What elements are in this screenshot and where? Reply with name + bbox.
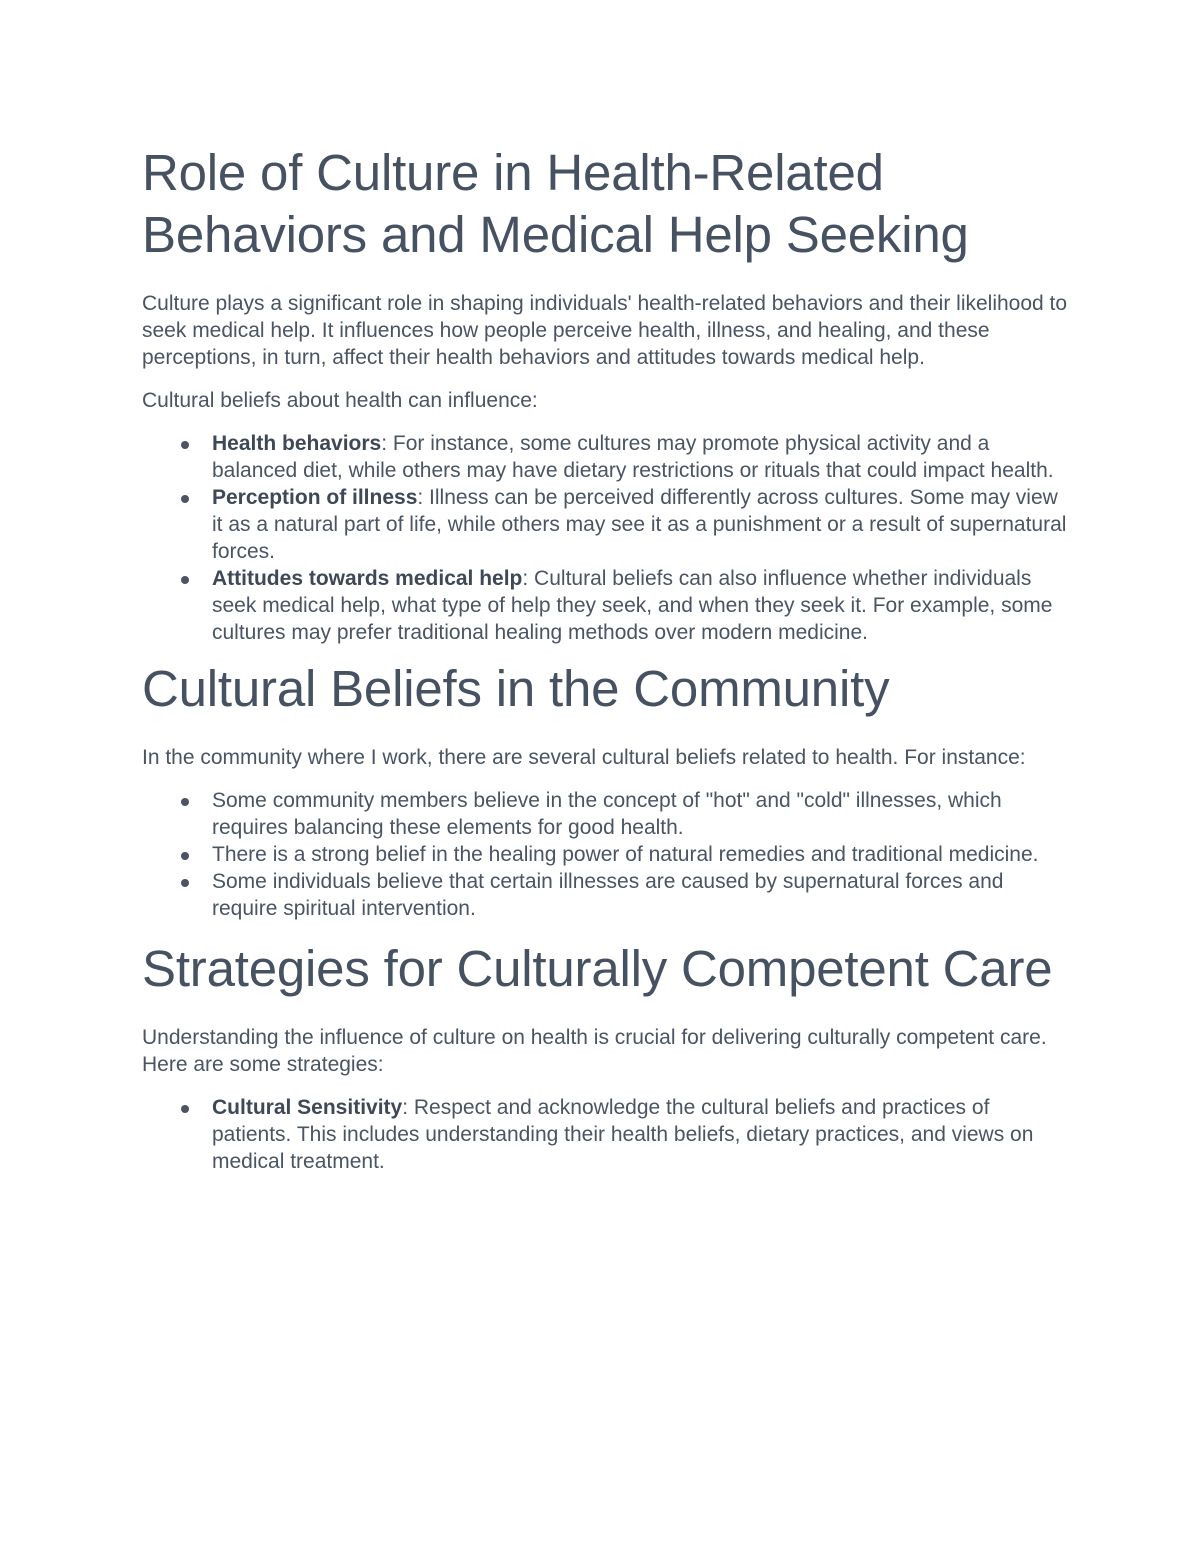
list-item	[212, 868, 1072, 922]
list-item-text: There is a strong belief in the healing power of natural remedies and traditional medicine.	[212, 843, 1039, 866]
bullet-icon	[181, 798, 189, 806]
section-intro-paragraph: Culture plays a significant role in shaping individuals' health-related behaviors and their likelihood to seek medical help. It influences how people perceive health, illness, and healing, and these perceptions, in turn, affect their health behaviors and attitudes towards medical help.	[142, 292, 1068, 369]
list-item-text: : For instance, some cultures may promote physical activity and a balanced diet, while others may have dietary restrictions or rituals that could impact health.	[212, 432, 1054, 482]
section-intro-paragraph: Understanding the influence of culture on health is crucial for delivering culturally competent care. Here are some strategies:	[142, 1026, 1047, 1076]
list-lead-paragraph: Cultural beliefs about health can influence:	[142, 389, 538, 412]
bullet-icon	[181, 495, 189, 503]
list-item	[212, 565, 1072, 646]
community-beliefs-list	[142, 787, 1072, 922]
list-item	[212, 430, 1072, 484]
list-item-term: Attitudes towards medical help	[212, 567, 523, 590]
influence-list	[142, 430, 1072, 646]
bullet-icon	[181, 852, 189, 860]
bullet-icon	[181, 576, 189, 584]
section-heading-cultural-beliefs: Cultural Beliefs in the Community	[142, 660, 890, 717]
strategies-list	[142, 1094, 1072, 1175]
list-item-text: : Respect and acknowledge the cultural beliefs and practices of patients. This includes understanding their health beliefs, dietary practices, and views on medical treatment.	[212, 1096, 1034, 1173]
list-item	[212, 1094, 1072, 1175]
section-heading-strategies: Strategies for Culturally Competent Care	[142, 940, 1053, 997]
list-item-term: Cultural Sensitivity	[212, 1096, 403, 1119]
list-item	[212, 841, 1072, 868]
list-item-text: Some individuals believe that certain illnesses are caused by supernatural forces and require spiritual intervention.	[212, 870, 1004, 920]
section-heading-role-of-culture: Role of Culture in Health-Related Behaviors and Medical Help Seeking	[142, 144, 969, 263]
list-item	[212, 484, 1072, 565]
bullet-icon	[181, 1105, 189, 1113]
list-item-text: : Illness can be perceived differently across cultures. Some may view it as a natural part of life, while others may see it as a punishment or a result of supernatural forces.	[212, 486, 1067, 563]
list-item-text: : Cultural beliefs can also influence whether individuals seek medical help, what type of help they seek, and when they seek it. For example, some cultures may prefer traditional healing methods over modern medicine.	[212, 567, 1053, 644]
list-item	[212, 787, 1072, 841]
list-item-text: Some community members believe in the concept of "hot" and "cold" illnesses, which requires balancing these elements for good health.	[212, 789, 1002, 839]
list-item-term: Health behaviors	[212, 432, 382, 455]
bullet-icon	[181, 441, 189, 449]
section-intro-paragraph: In the community where I work, there are several cultural beliefs related to health. For instance:	[142, 746, 1026, 769]
list-item-term: Perception of illness	[212, 486, 418, 509]
bullet-icon	[181, 879, 189, 887]
document-content	[142, 142, 1072, 1175]
